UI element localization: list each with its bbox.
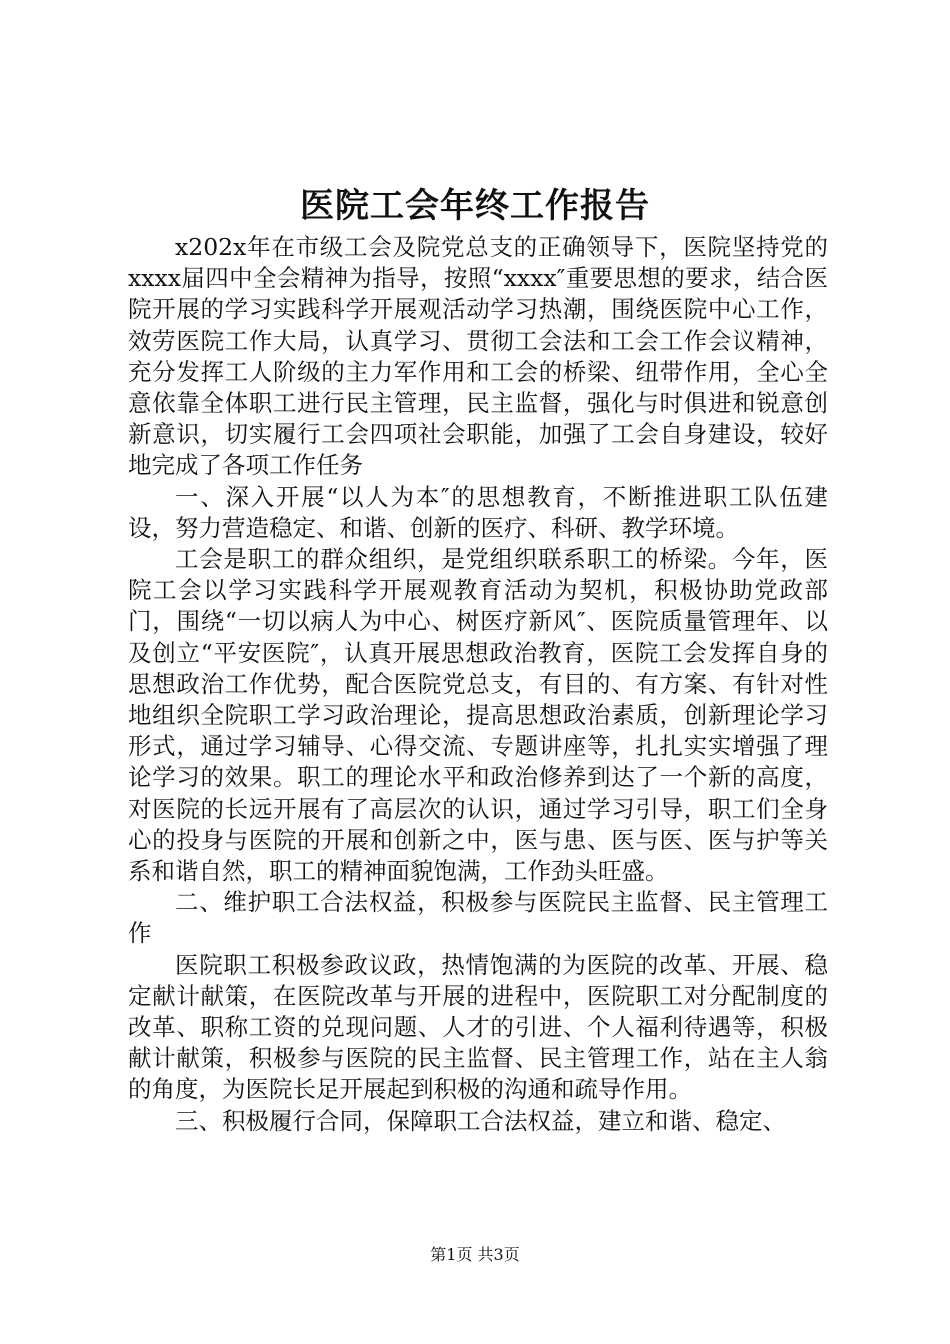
document-title: 医院工会年终工作报告: [300, 186, 650, 226]
paragraph: 一、深入开展“以人为本″的思想教育，不断推进职工队伍建设，努力营造稳定、和谐、创新的医疗、科研、教学环境。: [128, 482, 828, 542]
paragraph: x202x年在市级工会及院党总支的正确领导下，医院坚持党的xxxx届四中全会精神为指导，按照“xxxx″重要思想的要求，结合医院开展的学习实践科学开展观活动学习热潮，围绕医院中心工作，效劳医院工作大局，认真学习、贯彻工会法和工会工作会议精神，充分发挥工人阶级的主力军作用和工会的桥梁、纽带作用，全心全意依靠全体职工进行民主管理，民主监督，强化与时俱进和锐意创新意识，切实履行工会四项社会职能，加强了工会自身建设，较好地完成了各项工作任务: [128, 233, 828, 480]
document-body: [128, 232, 828, 1137]
paragraph: 医院职工积极参政议政，热情饱满的为医院的改革、开展、稳定献计献策，在医院改革与开展的进程中，医院职工对分配制度的改革、职称工资的兑现问题、人才的引进、个人福利待遇等，积极献计献策，积极参与医院的民主监督、民主管理工作，站在主人翁的角度，为医院长足开展起到积极的沟通和疏导作用。: [128, 950, 828, 1104]
paragraph: 工会是职工的群众组织，是党组织联系职工的桥梁。今年，医院工会以学习实践科学开展观教育活动为契机，积极协助党政部门，围绕“一切以病人为中心、树医疗新风″、医院质量管理年、以及创立“平安医院″，认真开展思想政治教育，医院工会发挥自身的思想政治工作优势，配合医院党总支，有目的、有方案、有针对性地组织全院职工学习政治理论，提高思想政治素质，创新理论学习形式，通过学习辅导、心得交流、专题讲座等，扎扎实实增强了理论学习的效果。职工的理论水平和政治修养到达了一个新的高度，对医院的长远开展有了高层次的认识，通过学习引导，职工们全身心的投身与医院的开展和创新之中，医与患、医与医、医与护等关系和谐自然，职工的精神面貌饱满，工作劲头旺盛。: [128, 545, 828, 886]
paragraph: 二、维护职工合法权益，积极参与医院民主监督、民主管理工作: [128, 888, 828, 948]
paragraph: 三、积极履行合同，保障职工合法权益，建立和谐、稳定、: [175, 1106, 786, 1135]
page-number-footer: 第1页 共3页: [430, 1245, 520, 1264]
